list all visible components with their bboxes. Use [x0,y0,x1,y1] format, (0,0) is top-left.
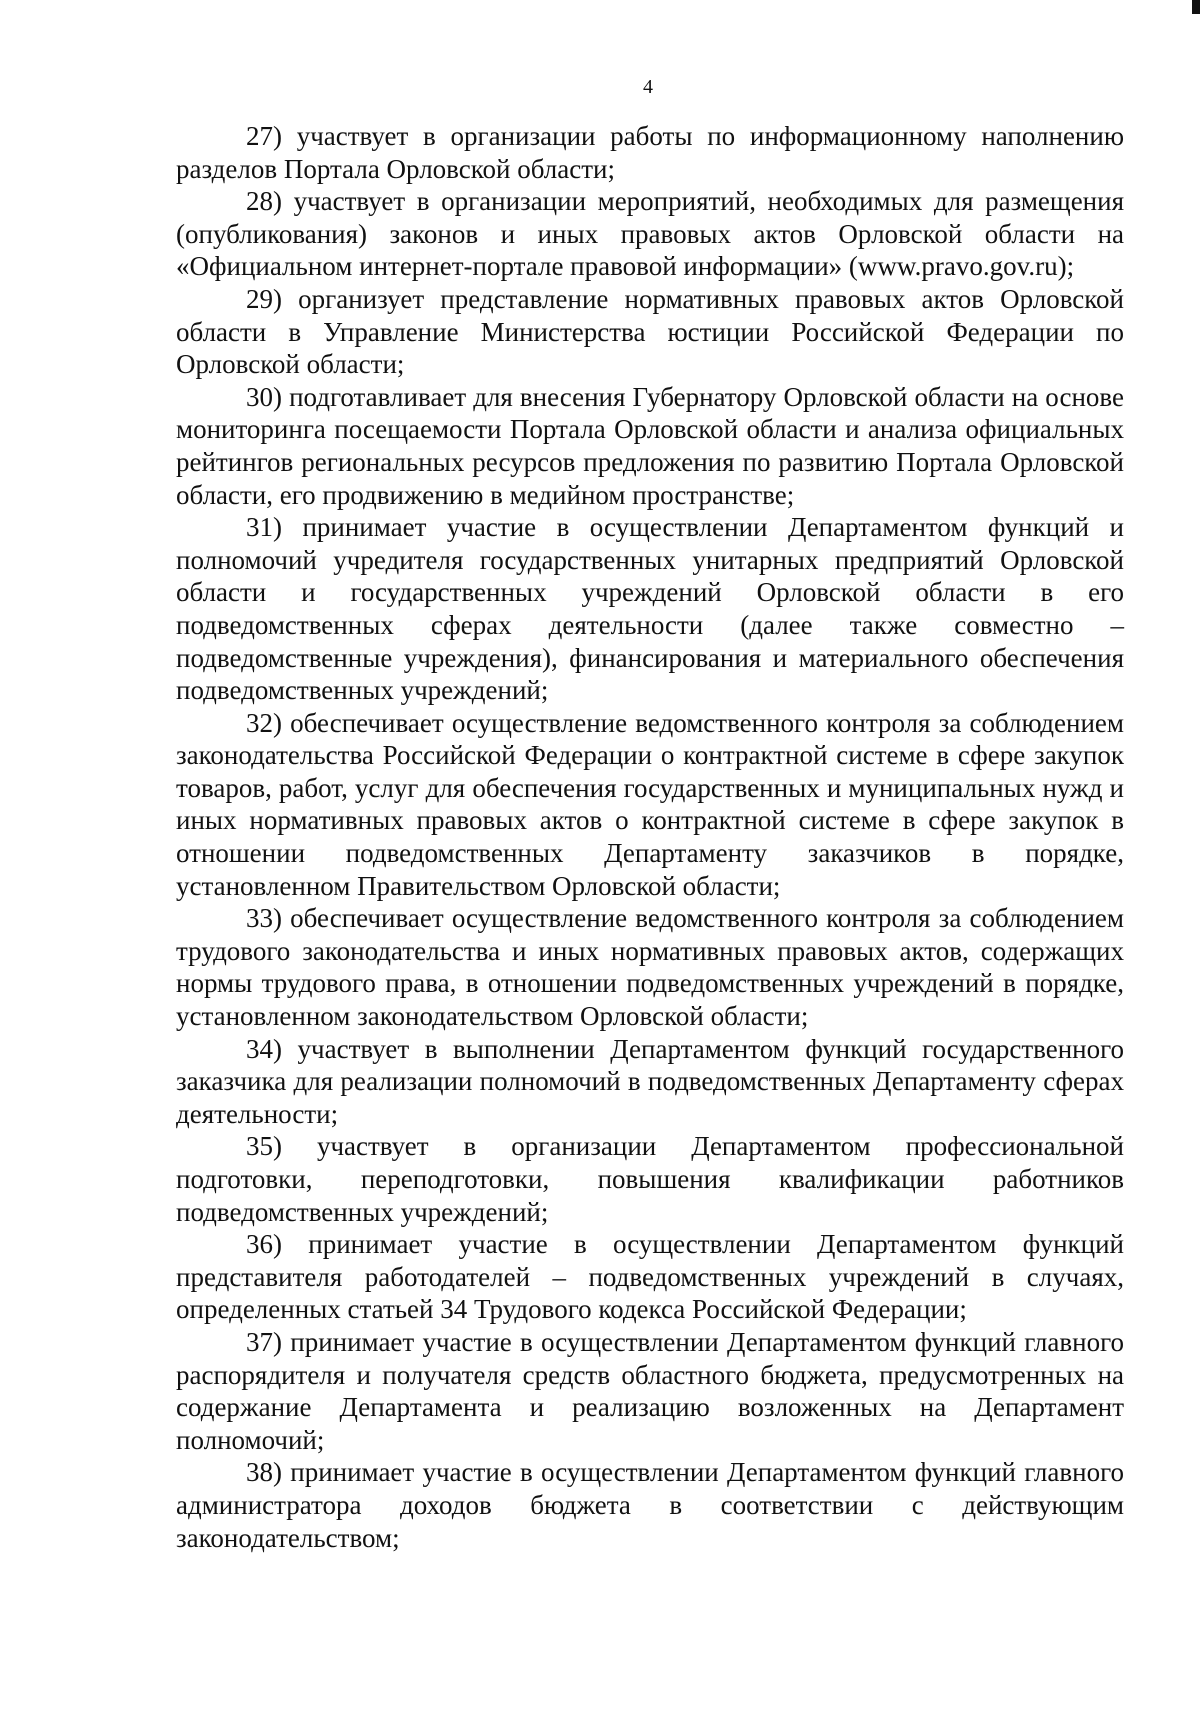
paragraph-item-31: 31) принимает участие в осуществлении Департаментом функций и полномочий учредителя государственных унитарных предприятий Орловской области и государственных учреждений Орловской области в его подведомственных сферах деятельности (далее также совместно – подведомственные учреждения), финансирования и материального обеспечения подведомственных учреждений; [176,512,1124,706]
paragraph-item-35: 35) участвует в организации Департаментом профессиональной подготовки, переподготовки, повышения квалификации работников подведомственных учреждений; [176,1131,1124,1227]
document-body [176,120,1124,1554]
paragraph-item-36: 36) принимает участие в осуществлении Департаментом функций представителя работодателей – подведомственных учреждений в случаях, определенных статьей 34 Трудового кодекса Российской Федерации; [176,1229,1124,1325]
paragraph-item-37: 37) принимает участие в осуществлении Департаментом функций главного распорядителя и получателя средств областного бюджета, предусмотренных на содержание Департамента и реализацию возложенных на Департамент полномочий; [176,1326,1124,1455]
paragraph-item-34: 34) участвует в выполнении Департаментом функций государственного заказчика для реализации полномочий в подведомственных Департаменту сферах деятельности; [176,1033,1124,1129]
page-number: 4 [643,76,653,98]
paragraph-item-33: 33) обеспечивает осуществление ведомственного контроля за соблюдением трудового законодательства и иных нормативных правовых актов, содержащих нормы трудового права, в отношении подведомственных учреждений в порядке, установленном законодательством Орловской области; [176,903,1124,1032]
paragraph-item-38: 38) принимает участие в осуществлении Департаментом функций главного администратора доходов бюджета в соответствии с действующим законодательством; [176,1457,1124,1553]
paragraph-item-28: 28) участвует в организации мероприятий, необходимых для размещения (опубликования) законов и иных правовых актов Орловской области на «Официальном интернет-портале правовой информации» (www.pravo.gov.ru); [176,186,1124,282]
paragraph-item-29: 29) организует представление нормативных правовых актов Орловской области в Управление Министерства юстиции Российской Федерации по Орловской области; [176,283,1124,380]
paragraph-item-30: 30) подготавливает для внесения Губернатору Орловской области на основе мониторинга посещаемости Портала Орловской области и анализа официальных рейтингов региональных ресурсов предложения по развитию Портала Орловской области, его продвижению в медийном пространстве; [176,381,1124,510]
paragraph-item-32: 32) обеспечивает осуществление ведомственного контроля за соблюдением законодательства Российской Федерации о контрактной системе в сфере закупок товаров, работ, услуг для обеспечения государственных и муниципальных нужд и иных нормативных правовых актов о контрактной системе в сфере закупок в отношении подведомственных Департаменту заказчиков в порядке, установленном Правительством Орловской области; [176,707,1124,901]
scan-corner-mark [1192,0,1200,14]
paragraph-item-27: 27) участвует в организации работы по информационному наполнению разделов Портала Орловской области; [176,121,1124,184]
